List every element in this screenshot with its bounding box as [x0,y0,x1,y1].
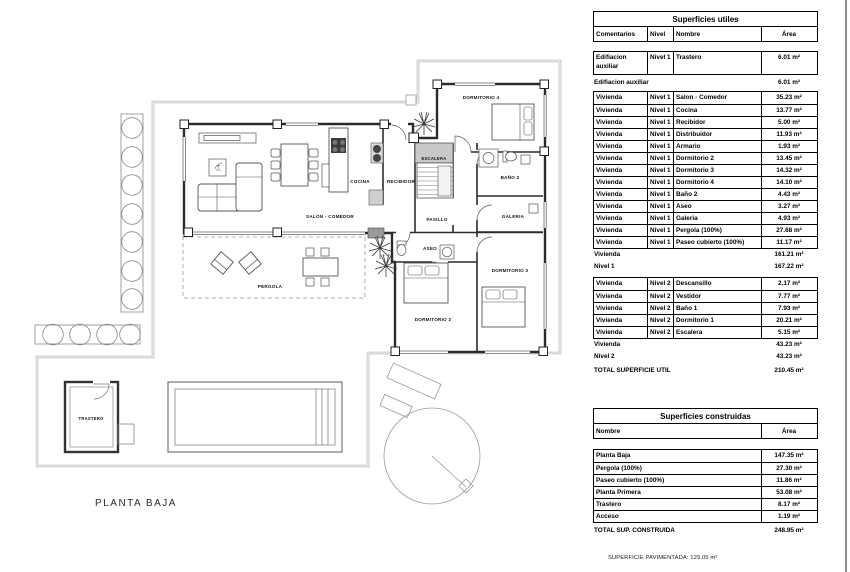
summary-label: Vivienda [594,341,621,348]
table-cell: Vivienda [594,129,648,140]
table-cell: 53.08 m² [776,489,802,496]
table-cell: 7.93 m² [777,305,801,312]
trastero-porch [118,424,134,444]
table-row [594,140,817,152]
table-cell: Vivienda [594,201,648,212]
summary-area: 43.23 m² [776,353,802,360]
table-row [594,314,817,326]
table-cell: Baño 2 [674,189,762,200]
round-terrace [380,363,480,504]
table-cell: Aseo [674,201,762,212]
table-cell: Pergola (100%) [674,225,762,236]
column-header: Comentarios [594,27,648,41]
table-header-row [593,423,818,439]
table-cell: Trastero [594,499,762,510]
table-row [594,224,817,236]
table-cell: Vivienda [594,153,648,164]
superficies-construidas-table [593,408,818,537]
table-title: Superficies utiles [593,11,818,27]
kitchen-cabinet [369,190,383,205]
table-row [594,450,817,462]
column-header: Área [781,31,797,38]
pool [168,382,342,452]
table-cell: Vivienda [594,213,648,224]
table-cell: Armario [674,141,762,152]
table-row [594,152,817,164]
table-cell: Planta Primera [594,487,762,498]
table-row [594,290,817,302]
table-cell: Nivel 1 [648,237,674,248]
table-cell: Recibidor [674,117,762,128]
table-header-row [593,26,818,42]
table-section [593,91,818,249]
table-cell: Vivienda [594,105,648,116]
pavimentada-footnote: SUPERFICIE PAVIMENTADA: 129.05 m² [608,555,718,561]
table-cell: Nivel 1 [648,165,674,176]
table-cell: Vivienda [594,117,648,128]
table-section [593,449,818,523]
column-header: Nombre [674,27,762,41]
summary-row [593,261,818,273]
table-cell: Vivienda [594,225,648,236]
table-row [594,176,817,188]
table-total-section [593,365,818,377]
summary-area: 6.01 m² [777,79,801,86]
table-cell: Descansillo [674,278,762,290]
table-cell: Nivel 1 [648,105,674,116]
table-cell: Nivel 1 [648,189,674,200]
summary-row [593,339,818,351]
pergola-table [303,248,338,286]
table-row [594,104,817,116]
table-cell: Cocina [674,105,762,116]
superficies-utiles-table [593,11,818,377]
pool-steps [316,389,328,445]
table-cell: Nivel 1 [648,52,674,74]
table-row [594,462,817,474]
label-escalera: ESCALERA [421,156,447,161]
bidet [521,155,530,164]
label-salon: SALON - COMEDOR [306,214,354,219]
table-row [594,92,817,104]
table-row [594,474,817,486]
label-cocina: COCINA [350,179,370,184]
column-header: Nivel [648,27,674,41]
label-dormitorio3: DORMITORIO 3 [491,268,529,273]
table-cell: 7.77 m² [777,293,801,300]
table-cell: 14.10 m² [776,179,802,186]
table-cell: Vivienda [594,303,648,314]
toilet [397,245,406,256]
label-dormitorio4: DORMITORIO 4 [462,95,500,100]
table-cell: 5.00 m² [777,119,801,126]
table-cell: Pergola (100%) [594,463,762,474]
table-cell: Paseo cubierto (100%) [594,475,762,486]
summary-row [593,351,818,363]
table-section [593,51,818,75]
plant-table [209,159,226,176]
table-row [594,278,817,290]
table-cell: Nivel 1 [648,141,674,152]
table-cell: Salon - Comedor [674,92,762,104]
table-row [594,326,817,338]
total-row [593,365,818,377]
table-row [594,510,817,522]
table-cell: 20.21 m² [776,317,802,324]
sun-lounger [380,394,412,417]
table-summary-section [593,339,818,363]
fireplace [368,228,384,238]
table-cell: Edifiacion auxiliar [594,52,648,74]
total-label: TOTAL SUPERFICIE UTIL [594,367,671,374]
table-cell: 11.93 m² [776,131,802,138]
summary-row [593,77,818,89]
pergola-armchair [211,252,234,275]
planter-vertical [121,114,143,312]
table-cell: 5.15 m² [777,329,801,336]
table-row [594,188,817,200]
table-cell: Vivienda [594,237,648,248]
summary-label: Nivel 1 [594,263,615,270]
table-cell: Trastero [674,52,762,74]
table-cell: 1.19 m² [777,513,801,520]
table-cell: 4.43 m² [777,191,801,198]
table-cell: 8.17 m² [777,501,801,508]
planter-horizontal [35,324,140,345]
sheet-right-border [845,0,847,572]
table-row [594,302,817,314]
table-title: Superficies construidas [593,408,818,424]
sink [442,247,452,257]
sun-lounger [387,363,441,399]
table-cell: Acceso [594,511,762,522]
table-cell: 13.45 m² [776,155,802,162]
table-cell: 27.68 m² [776,227,802,234]
table-cell: Dormitorio 4 [674,177,762,188]
table-cell: Planta Baja [594,450,762,462]
table-cell: Baño 1 [674,303,762,314]
washer [529,204,538,213]
table-cell: Distribuidor [674,129,762,140]
summary-row [593,249,818,261]
table-row [594,128,817,140]
table-cell: Nivel 1 [648,225,674,236]
table-cell: Vivienda [594,177,648,188]
label-dormitorio2: DORMITORIO 2 [414,317,452,322]
table-cell: Nivel 1 [648,213,674,224]
table-cell: Nivel 1 [648,177,674,188]
table-cell: Vivienda [594,291,648,302]
table-cell: Nivel 1 [648,92,674,104]
table-cell: Vivienda [594,165,648,176]
table-cell: Nivel 2 [648,291,674,302]
table-cell: Paseo cubierto (100%) [674,237,762,248]
table-cell: Dormitorio 1 [674,315,762,326]
table-row [594,116,817,128]
summary-label: Nivel 2 [594,353,615,360]
column-header: Nombre [594,424,762,438]
entry-door-opening [391,122,408,127]
label-bano2: BAÑO 2 [500,175,520,180]
summary-area: 43.23 m² [776,341,802,348]
toilet [506,152,517,161]
label-trastero: TRASTERO [78,416,104,421]
table-cell: 13.77 m² [776,107,802,114]
total-label: TOTAL SUP. CONSTRUIDA [594,527,675,534]
stairs [415,143,453,198]
umbrella-base [459,479,473,493]
table-cell: Vivienda [594,315,648,326]
plant-icon [369,236,391,259]
table-cell: 27.30 m² [776,465,802,472]
table-row [594,212,817,224]
sideboard [199,133,256,143]
table-row [594,486,817,498]
table-summary-section [593,249,818,273]
table-cell: 6.01 m² [777,54,801,61]
table-summary-section [593,77,818,89]
label-pergola: PERGOLA [257,284,283,289]
total-area: 248.95 m² [774,527,804,534]
table-cell: 35.23 m² [776,94,802,101]
bed-dormitorio3 [482,287,525,327]
table-row [594,52,817,74]
table-row [594,236,817,248]
table-row [594,498,817,510]
bed-dormitorio4 [492,104,534,140]
table-row [594,200,817,212]
table-cell: Nivel 1 [648,201,674,212]
table-cell: Nivel 2 [648,327,674,338]
table-section [593,277,818,339]
table-cell: 14.32 m² [776,167,802,174]
table-cell: Dormitorio 3 [674,165,762,176]
table-cell: Nivel 2 [648,303,674,314]
table-cell: Nivel 1 [648,153,674,164]
pergola-armchair [239,252,262,275]
summary-area: 167.22 m² [774,263,804,270]
table-cell: 11.17 m² [776,239,802,246]
table-cell: Vivienda [594,278,648,290]
table-cell: Vivienda [594,141,648,152]
table-cell: Nivel 1 [648,129,674,140]
table-cell: Dormitorio 2 [674,153,762,164]
table-row [594,164,817,176]
table-cell: Vivienda [594,327,648,338]
table-cell: Nivel 2 [648,278,674,290]
total-row [593,525,818,537]
bed-dormitorio2 [404,263,448,303]
table-cell: Escalera [674,327,762,338]
table-cell: 3.27 m² [777,203,801,210]
label-aseo: ASEO [422,246,438,251]
summary-label: Edifiacion auxiliar [594,79,649,86]
table-cell: 4.93 m² [777,215,801,222]
table-cell: 1.93 m² [777,143,801,150]
table-cell: 2.17 m² [777,280,801,287]
table-cell: Vivienda [594,92,648,104]
summary-label: Vivienda [594,251,621,258]
table-cell: Vivienda [594,189,648,200]
label-pasillo: PASILLO [426,217,448,222]
column-header: Área [781,428,797,435]
summary-area: 161.21 m² [774,251,804,258]
label-recibidor: RECIBIDOR [386,179,416,184]
table-cell: Galeria [674,213,762,224]
plan-title: PLANTA BAJA [95,498,177,509]
table-cell: Nivel 2 [648,315,674,326]
label-galeria: GALERIA [501,214,525,219]
table-cell: Nivel 1 [648,117,674,128]
plant-icon [413,112,435,135]
dining-table [271,144,318,186]
table-cell: Vestidor [674,291,762,302]
gate-marker [406,95,416,105]
table-cell: 11.86 m² [776,477,802,484]
table-cell: 147.35 m² [774,452,804,459]
total-area: 210.45 m² [774,367,804,374]
table-total-section [593,525,818,537]
